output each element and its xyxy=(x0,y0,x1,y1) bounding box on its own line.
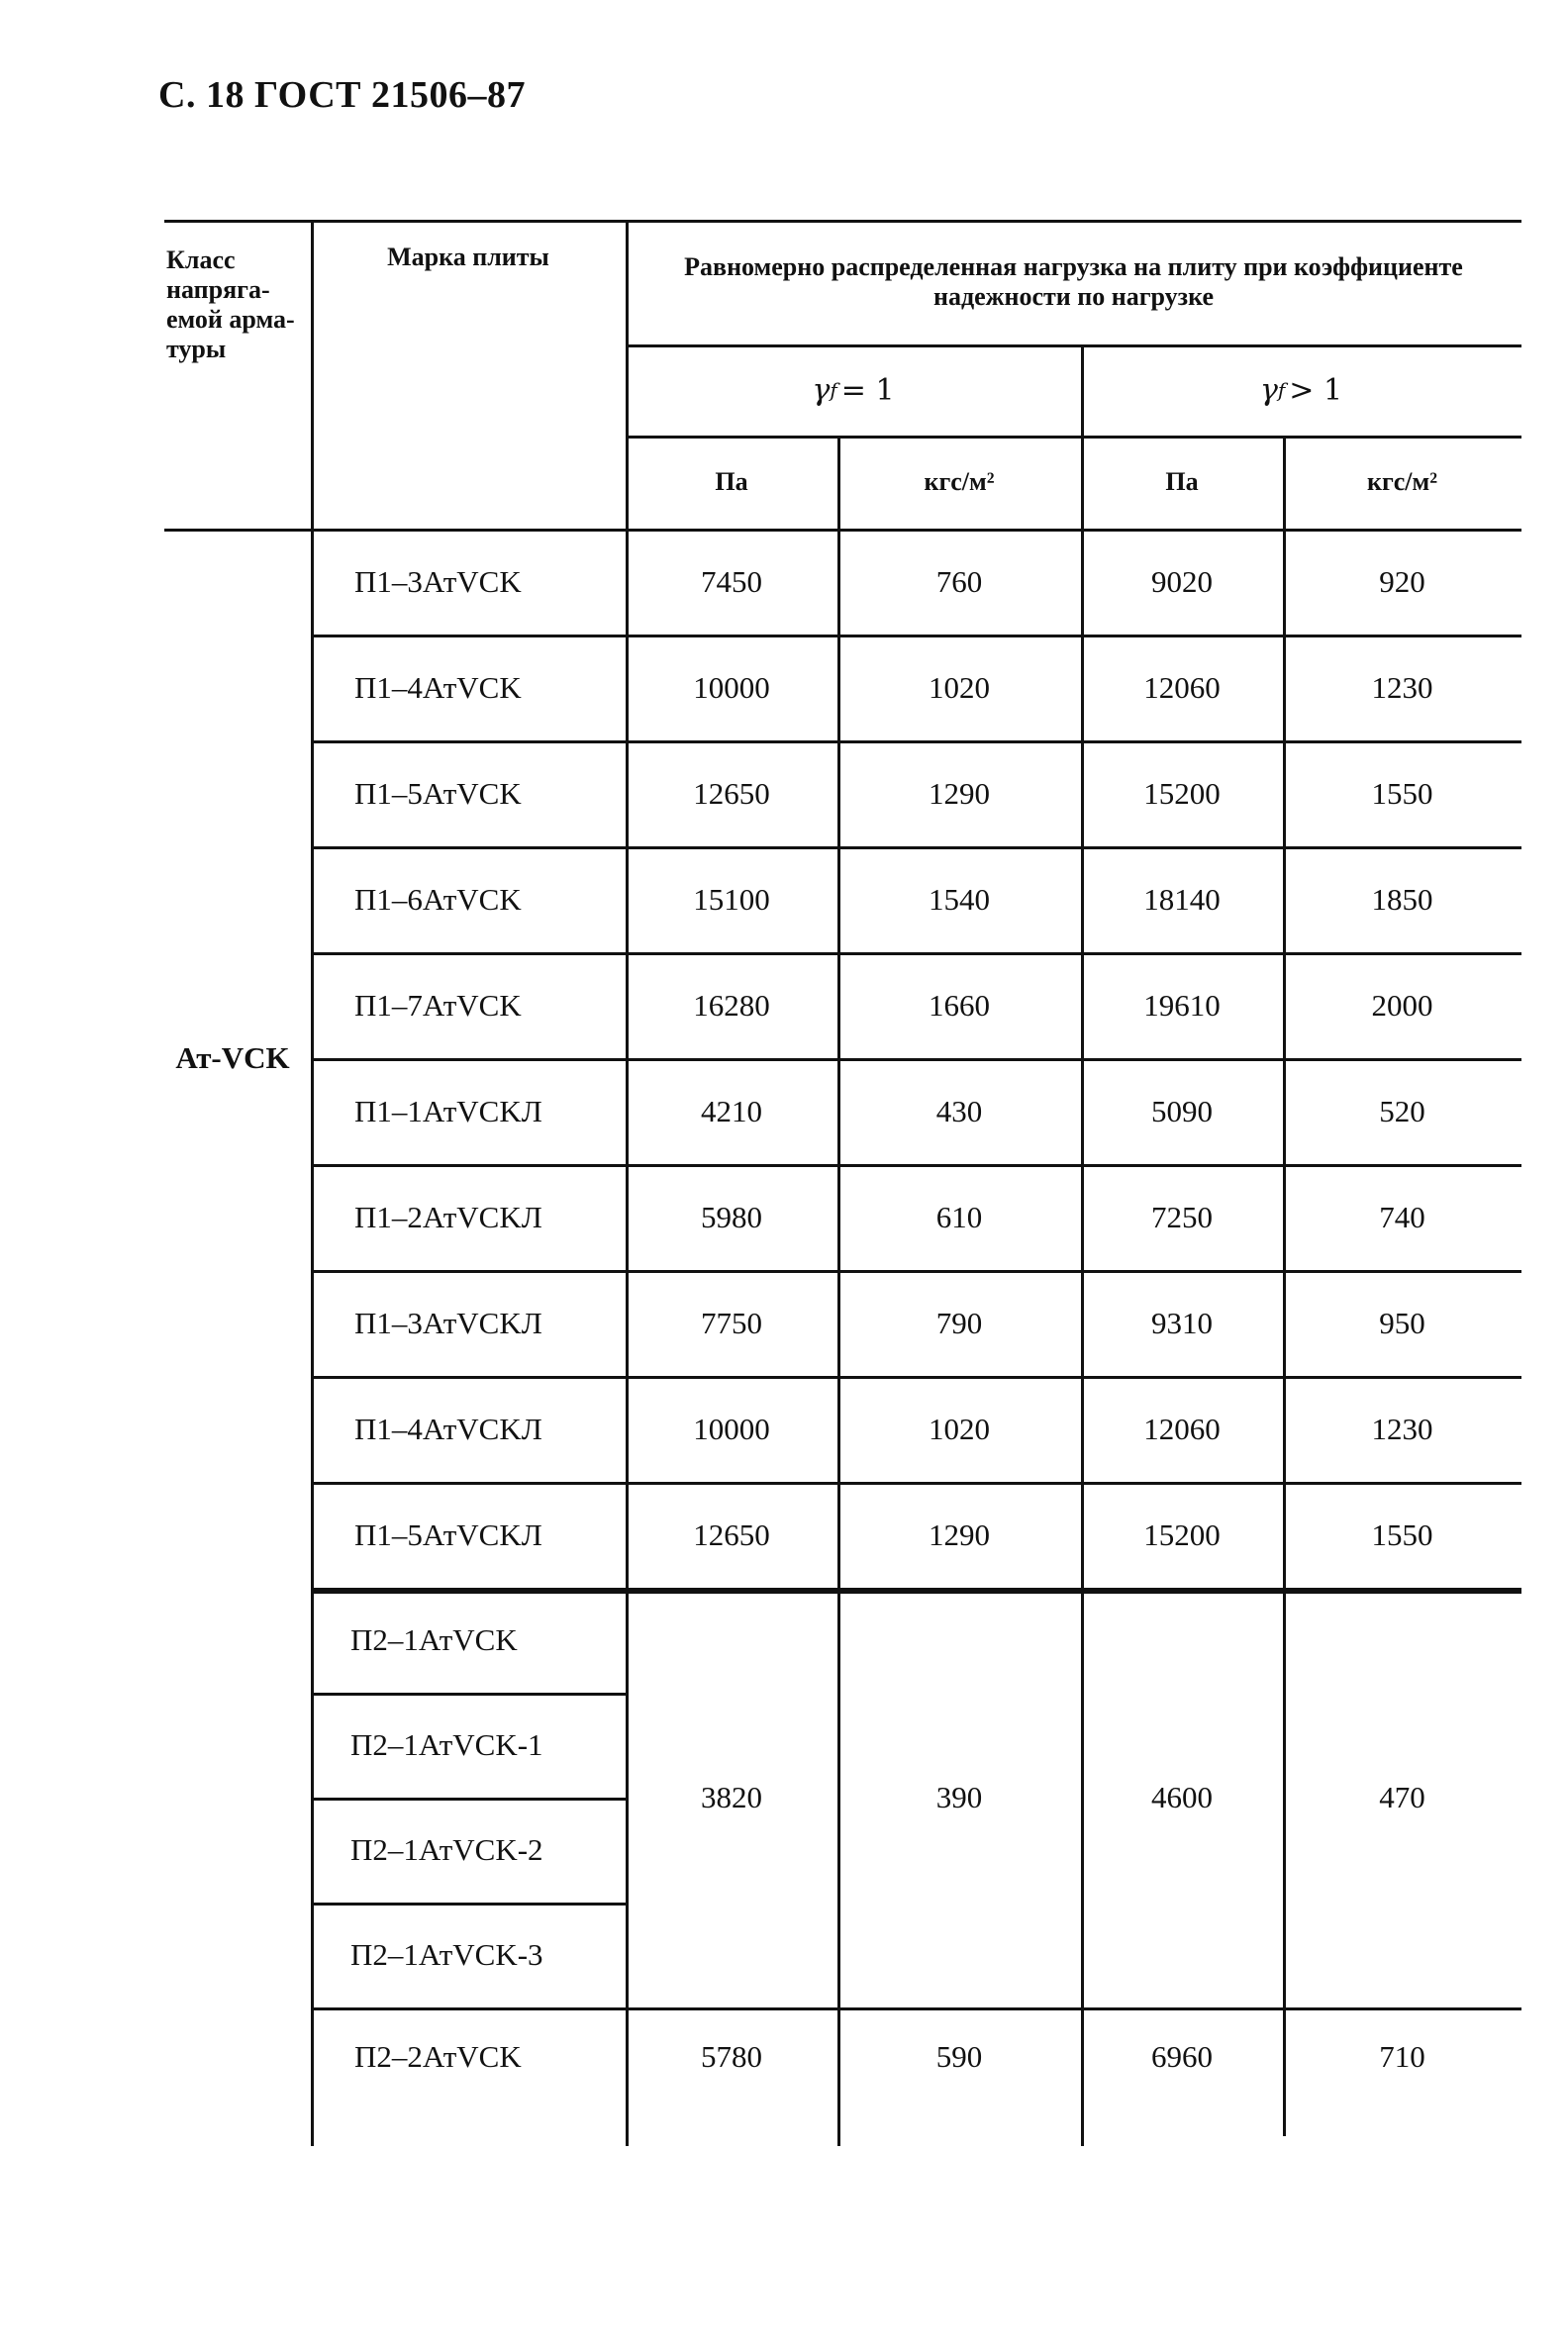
gamma-condition: > 1 xyxy=(1289,372,1343,408)
load-value: 1290 xyxy=(929,1516,990,1552)
load-value: 16280 xyxy=(693,987,770,1023)
gamma-symbol: γ xyxy=(812,372,831,408)
class-value: Ат-VCK xyxy=(175,1040,290,1075)
load-value: 12650 xyxy=(693,1516,770,1552)
load-value: 7250 xyxy=(1151,1199,1213,1234)
load-value: 920 xyxy=(1379,563,1425,599)
load-value: 4600 xyxy=(1151,1780,1213,1814)
load-value: 9310 xyxy=(1151,1305,1213,1340)
load-value: 1020 xyxy=(929,669,990,705)
plate-brand: П2–1АтVCK-1 xyxy=(350,1727,543,1762)
plate-brand: П1–6АтVCK xyxy=(354,881,522,917)
load-value: 3820 xyxy=(701,1780,762,1814)
plate-brand: П1–5АтVCKЛ xyxy=(354,1516,542,1552)
load-value: 430 xyxy=(935,1093,983,1128)
load-value: 4210 xyxy=(701,1093,762,1128)
load-value: 5780 xyxy=(701,2039,762,2074)
header-gamma-gt-1 xyxy=(1081,344,1521,436)
plate-brand: П1–4АтVCK xyxy=(354,669,522,705)
load-value: 10000 xyxy=(693,1411,770,1446)
load-value: 1540 xyxy=(929,881,990,917)
load-value: 15200 xyxy=(1143,1516,1221,1552)
load-value: 390 xyxy=(935,1780,983,1814)
plate-brand: П2–1АтVCK-3 xyxy=(350,1937,543,1972)
load-value: 1230 xyxy=(1371,669,1433,705)
gamma-condition: = 1 xyxy=(840,372,895,408)
load-value: 6960 xyxy=(1151,2039,1213,2074)
load-value: 19610 xyxy=(1143,987,1221,1023)
header-unit: кгс/м² xyxy=(924,467,995,496)
load-value: 18140 xyxy=(1143,881,1221,917)
load-value: 760 xyxy=(935,563,983,599)
header-unit: Па xyxy=(1165,467,1199,496)
load-value: 5980 xyxy=(701,1199,762,1234)
load-value: 12060 xyxy=(1143,669,1221,705)
header-unit: кгс/м² xyxy=(1366,467,1438,496)
plate-brand: П1–3АтVCKЛ xyxy=(354,1305,542,1340)
load-value: 1290 xyxy=(929,775,990,811)
load-value: 1550 xyxy=(1371,1516,1433,1552)
load-value: 950 xyxy=(1379,1305,1425,1340)
plate-brand: П1–1АтVCKЛ xyxy=(354,1093,542,1128)
load-value: 5090 xyxy=(1151,1093,1213,1128)
plate-brand: П2–2АтVCK xyxy=(354,2039,522,2074)
load-value: 790 xyxy=(935,1305,983,1340)
load-value: 7450 xyxy=(701,563,762,599)
load-value: 1020 xyxy=(929,1411,990,1446)
gamma-symbol: γ xyxy=(1259,372,1278,408)
load-value: 9020 xyxy=(1151,563,1213,599)
load-value: 590 xyxy=(935,2039,983,2074)
load-value: 10000 xyxy=(693,669,770,705)
load-value: 1850 xyxy=(1371,881,1433,917)
plate-brand: П1–4АтVCKЛ xyxy=(354,1411,542,1446)
plate-brand: П2–1АтVCK xyxy=(350,1622,518,1657)
load-value: 520 xyxy=(1379,1093,1425,1128)
load-value: 710 xyxy=(1379,2039,1425,2074)
column-rule xyxy=(311,220,314,2146)
header-gamma-eq-1 xyxy=(626,344,1081,436)
page-header: С. 18 ГОСТ 21506–87 xyxy=(158,74,526,116)
load-value: 2000 xyxy=(1371,987,1433,1023)
table-top-rule xyxy=(164,220,1521,223)
plate-brand: П1–7АтVCK xyxy=(354,987,522,1023)
plate-brand: П1–2АтVCKЛ xyxy=(354,1199,542,1234)
load-value: 610 xyxy=(935,1199,983,1234)
load-value: 12060 xyxy=(1143,1411,1221,1446)
header-unit: Па xyxy=(715,467,748,496)
header-class: Класс напряга-емой арма-туры xyxy=(166,245,295,363)
load-value: 470 xyxy=(1379,1780,1425,1814)
plate-brand: П2–1АтVCK-2 xyxy=(350,1832,543,1867)
plate-brand: П1–3АтVCK xyxy=(354,563,522,599)
load-value: 7750 xyxy=(701,1305,762,1340)
header-brand: Марка плиты xyxy=(387,243,549,271)
gamma-subscript: f xyxy=(1277,378,1286,402)
header-load: Равномерно распределенная нагрузка на плиту при коэффициенте надежности по нагрузке xyxy=(684,252,1463,311)
gamma-subscript: f xyxy=(830,378,837,402)
load-value: 1660 xyxy=(929,987,990,1023)
load-value: 15200 xyxy=(1143,775,1221,811)
load-value: 15100 xyxy=(693,881,770,917)
load-value: 740 xyxy=(1379,1199,1425,1234)
load-value: 1550 xyxy=(1371,775,1433,811)
load-value: 1230 xyxy=(1371,1411,1433,1446)
plate-brand: П1–5АтVCK xyxy=(354,775,522,811)
load-value: 12650 xyxy=(693,775,770,811)
load-table xyxy=(164,220,1521,2180)
